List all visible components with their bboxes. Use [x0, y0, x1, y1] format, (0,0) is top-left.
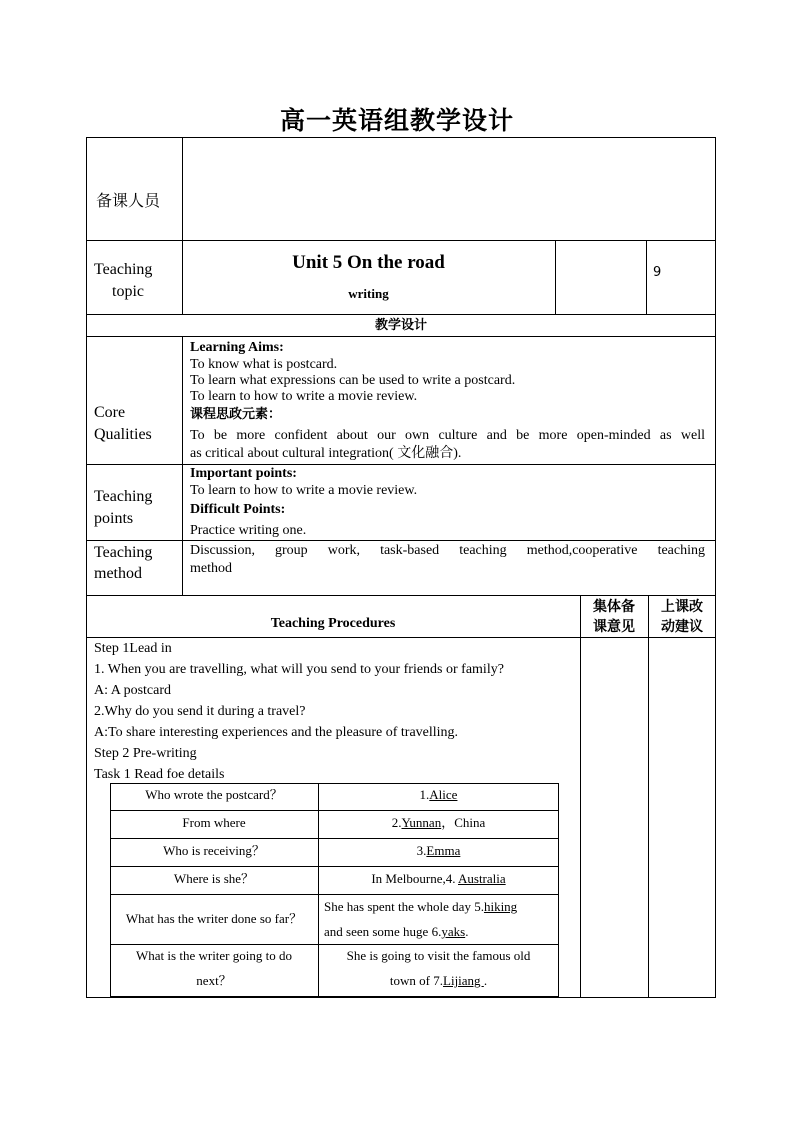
core-qualities-label: Core	[94, 404, 126, 421]
row-divider	[86, 464, 716, 465]
task-answer: 1.Alice	[419, 787, 458, 802]
column-divider	[646, 240, 647, 314]
row-divider	[86, 314, 716, 315]
row-divider	[86, 540, 716, 541]
learning-aim: To learn what expressions can be used to write a postcard.	[190, 373, 516, 388]
task-answer: She has spent the whole day 5.hiking and seen some huge 6.yaks.	[324, 899, 518, 939]
lesson-subtitle: writing	[348, 286, 389, 301]
unit-title: Unit 5 On the road	[292, 252, 445, 273]
procedure-line: Step 1Lead in	[94, 641, 172, 656]
row-divider	[86, 595, 716, 596]
column-divider	[648, 595, 649, 998]
period-number: 9	[653, 265, 662, 280]
preparer-label: 备课人员	[96, 191, 161, 210]
row-divider	[86, 336, 716, 337]
task-question: What is the writer going to do next？	[136, 948, 292, 988]
difficult-points-text: Practice writing one.	[190, 523, 307, 538]
teaching-topic-label: Teaching	[94, 261, 153, 278]
procedure-line: Step 2 Pre-writing	[94, 746, 197, 761]
difficult-points-heading: Difficult Points:	[190, 502, 286, 517]
learning-aim: To learn to how to write a movie review.	[190, 389, 418, 404]
procedure-line: 2.Why do you send it during a travel?	[94, 704, 306, 719]
procedure-line: 1. When you are travelling, what will you send to your friends or family?	[94, 662, 504, 677]
column-divider	[580, 595, 581, 998]
task-question: Who wrote the postcard？	[145, 787, 283, 802]
row-divider	[86, 240, 716, 241]
ideology-heading: 课程思政元素：	[190, 407, 282, 422]
teaching-method-text-line2: method	[190, 561, 232, 576]
teaching-method-label-line2: method	[94, 565, 142, 582]
teaching-points-label: Teaching	[94, 488, 153, 505]
column-divider	[555, 240, 556, 314]
teaching-method-label: Teaching	[94, 544, 153, 561]
important-points-heading: Important points:	[190, 466, 297, 481]
learning-aims-heading: Learning Aims:	[190, 340, 284, 355]
task-question: Who is receiving？	[163, 843, 265, 858]
core-qualities-label-line2: Qualities	[94, 426, 152, 443]
ideology-text: To be more confident about our own culture and be more open-minded as well	[190, 428, 705, 443]
task-answer: 3.Emma	[416, 843, 461, 858]
learning-aim: To know what is postcard.	[190, 357, 338, 372]
important-points-text: To learn to how to write a movie review.	[190, 483, 418, 498]
task-answer: She is going to visit the famous old town of 7.Lijiang .	[346, 948, 531, 988]
task-answer: In Melbourne,4. Australia	[371, 871, 506, 886]
teaching-points-label-line2: points	[94, 510, 134, 527]
collective-opinion-header: 集体备 课意见	[593, 599, 635, 635]
procedure-line: A: A postcard	[94, 683, 171, 698]
row-divider	[86, 637, 716, 638]
task-answer: 2.Yunnan，China	[391, 815, 486, 830]
column-divider	[182, 336, 183, 595]
revision-suggestion-header: 上课改 动建议	[661, 599, 703, 635]
procedure-line: Task 1 Read foe details	[94, 767, 225, 782]
document-title: 高一英语组教学设计	[279, 106, 514, 135]
teaching-method-text: Discussion, group work, task-based teaching method,cooperative teaching	[190, 543, 705, 558]
task-question: Where is she？	[173, 871, 255, 886]
task-question: What has the writer done so far？	[125, 911, 303, 926]
ideology-text-line2: as critical about cultural integration( 文化融合).	[190, 446, 462, 461]
task-question: From where	[182, 815, 246, 830]
procedures-heading: Teaching Procedures	[270, 616, 396, 631]
procedure-line: A:To share interesting experiences and the pleasure of travelling.	[94, 725, 459, 740]
teaching-topic-label-line2: topic	[112, 283, 144, 300]
section-heading: 教学设计	[374, 318, 427, 333]
